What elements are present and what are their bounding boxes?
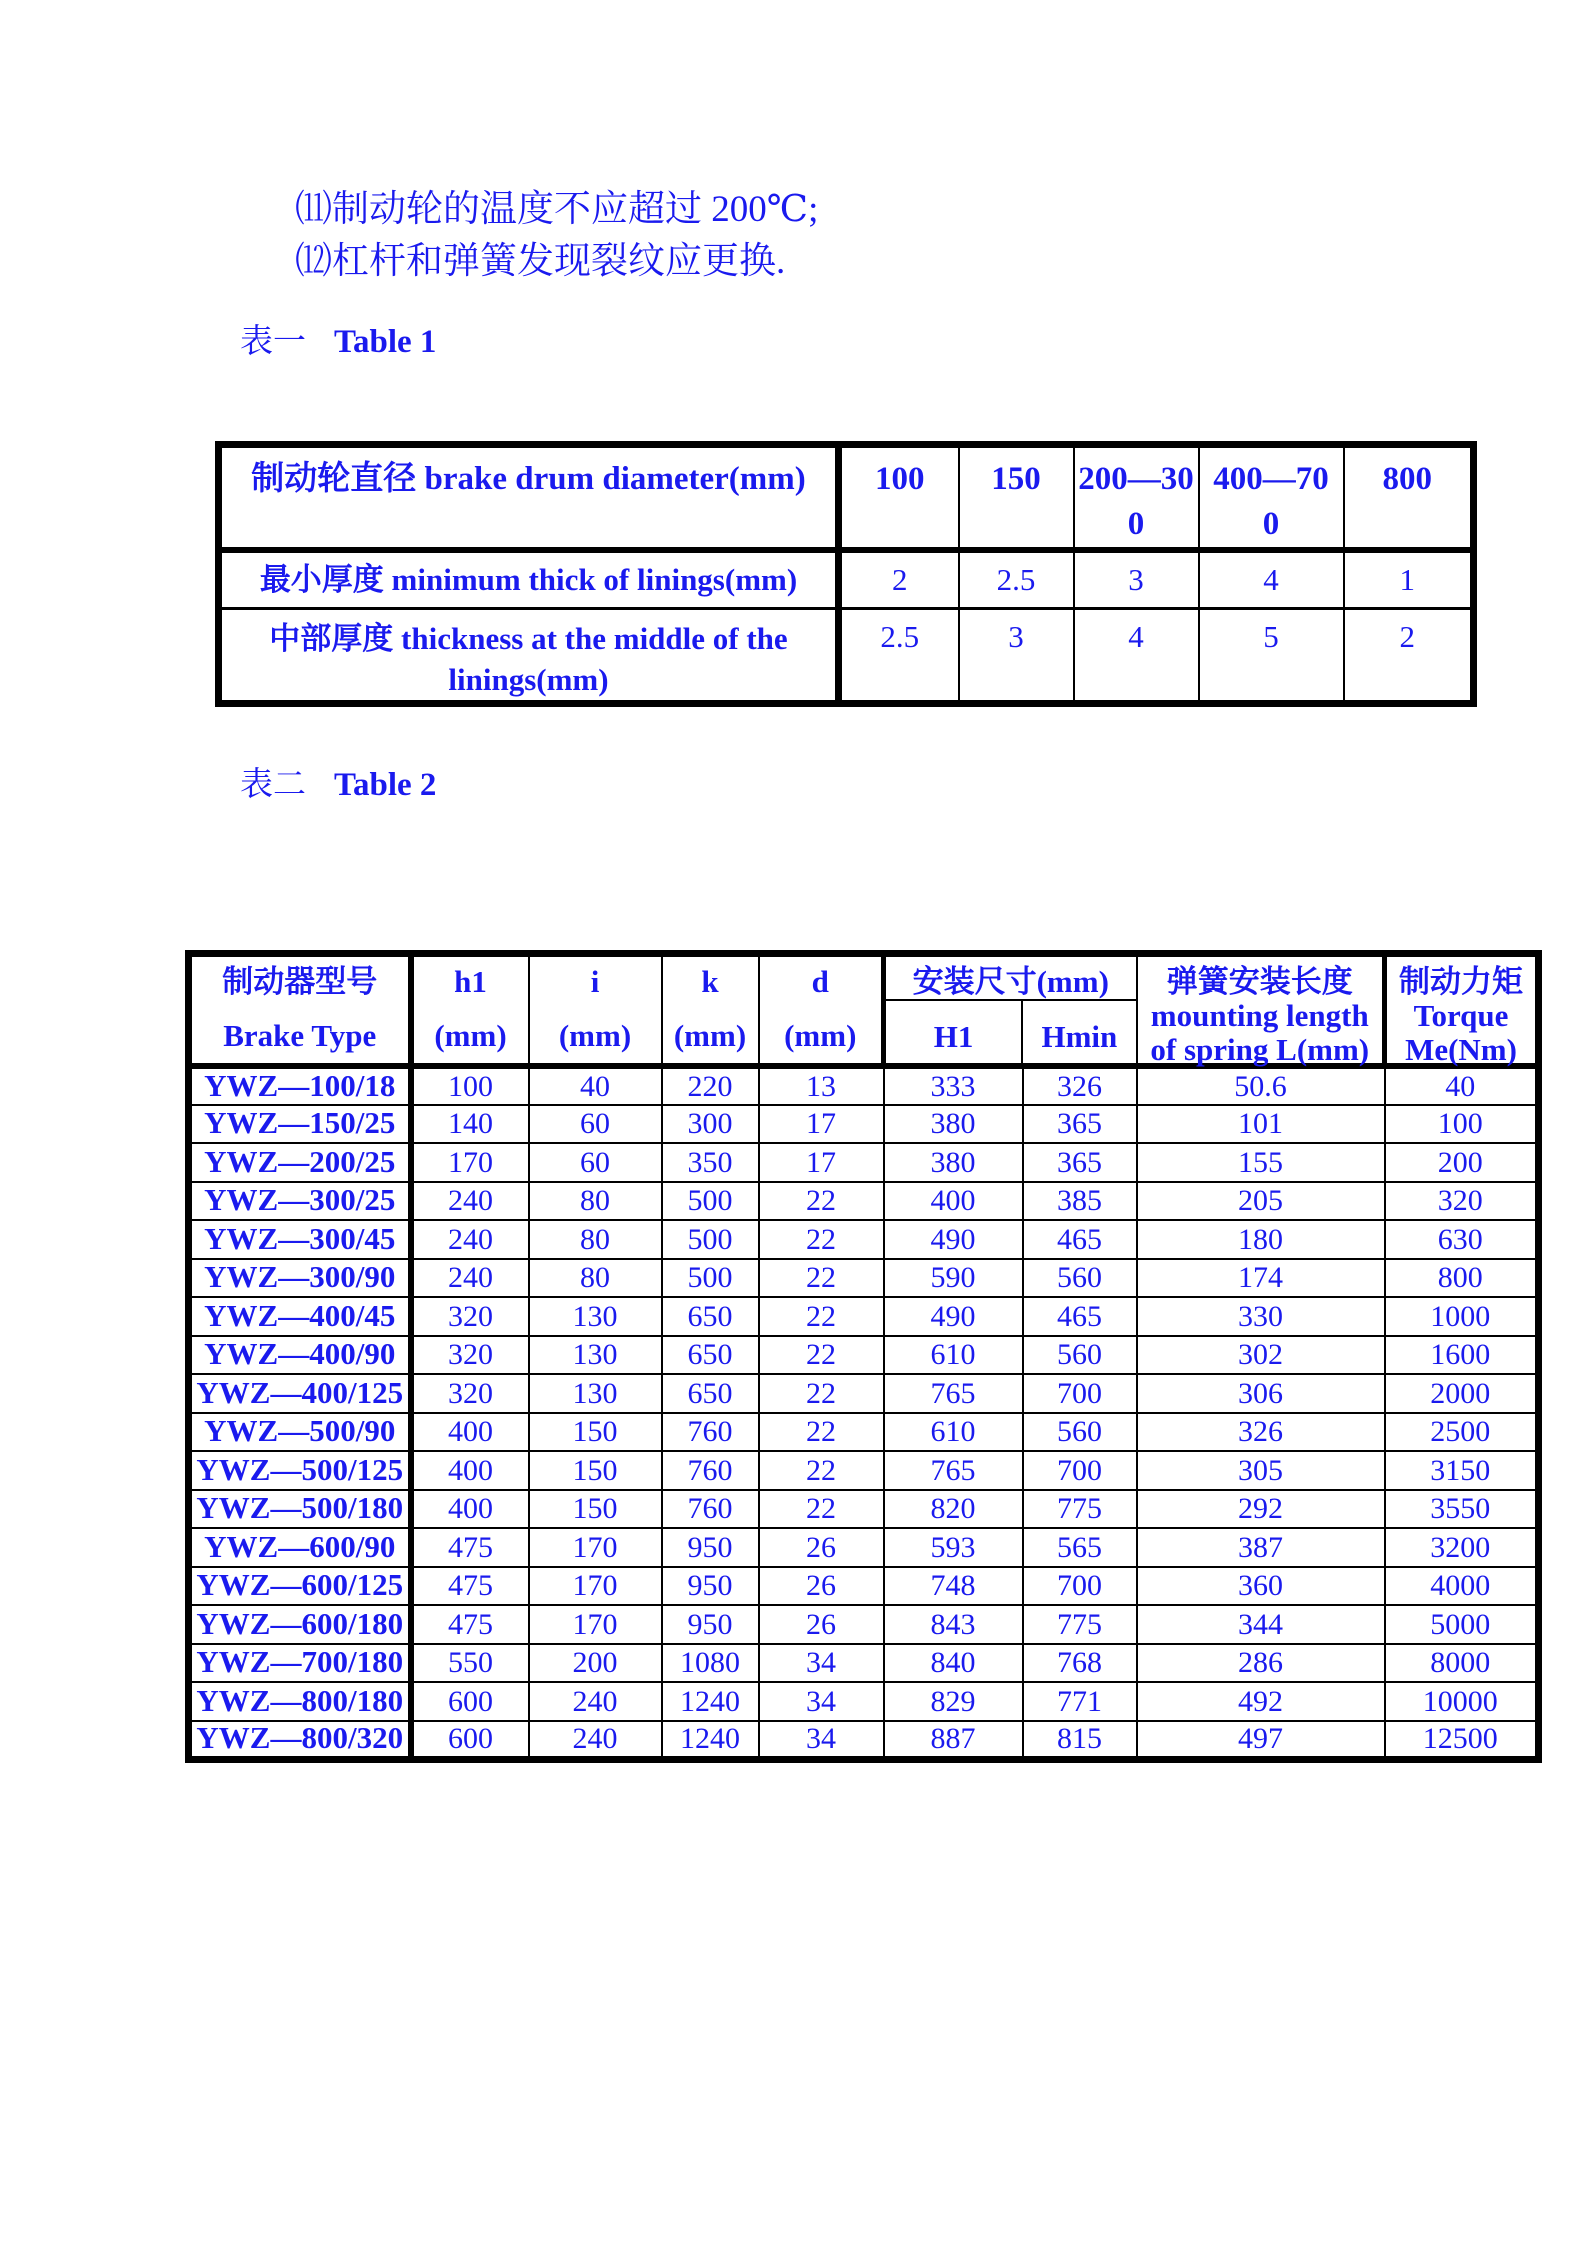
brake-type-cell: YWZ—600/180 xyxy=(189,1605,411,1644)
value-cell: 17 xyxy=(759,1143,884,1182)
value-cell: 100 xyxy=(411,1066,529,1105)
brake-type-cell: YWZ—400/90 xyxy=(189,1336,411,1375)
value-cell: 130 xyxy=(529,1374,662,1413)
value-cell: 380 xyxy=(884,1105,1023,1144)
table1 xyxy=(215,441,1477,707)
value-cell: 2.5 xyxy=(959,550,1074,608)
value-cell: 22 xyxy=(759,1259,884,1298)
brake-type-cell: YWZ—600/125 xyxy=(189,1567,411,1606)
value-cell: 365 xyxy=(1023,1105,1137,1144)
value-cell: 40 xyxy=(1385,1066,1539,1105)
value-cell: 8000 xyxy=(1385,1644,1539,1683)
value-cell: 240 xyxy=(529,1721,662,1760)
value-cell: 400 xyxy=(411,1413,529,1452)
table1-caption-zh: 表一 xyxy=(240,324,306,360)
value-cell: 1240 xyxy=(662,1682,759,1721)
table2-header-k: k (mm) xyxy=(662,954,759,1067)
note-line-12: ⑿杠杆和弹簧发现裂纹应更换. xyxy=(295,241,786,282)
value-cell: 150 xyxy=(529,1490,662,1529)
value-cell: 286 xyxy=(1137,1644,1385,1683)
value-cell: 465 xyxy=(1023,1297,1137,1336)
value-cell: 130 xyxy=(529,1336,662,1375)
value-cell: 387 xyxy=(1137,1528,1385,1567)
value-cell: 820 xyxy=(884,1490,1023,1529)
value-cell: 150 xyxy=(529,1413,662,1452)
value-cell: 5 xyxy=(1199,608,1344,703)
value-cell: 17 xyxy=(759,1105,884,1144)
brake-type-cell: YWZ—700/180 xyxy=(189,1644,411,1683)
value-cell: 2 xyxy=(839,550,959,608)
value-cell: 1 xyxy=(1344,550,1474,608)
table2-header-h1: h1 (mm) xyxy=(411,954,529,1067)
brake-type-cell: YWZ—800/320 xyxy=(189,1721,411,1760)
value-cell: 600 xyxy=(411,1682,529,1721)
table2-header-Hmin: Hmin xyxy=(1041,1019,1118,1054)
table2-header-brake-type: 制动器型号 Brake Type xyxy=(189,954,411,1067)
table1-caption xyxy=(240,315,436,362)
value-cell: 240 xyxy=(411,1182,529,1221)
value-cell: 760 xyxy=(662,1413,759,1452)
table2-header-row xyxy=(189,954,1539,1067)
value-cell: 650 xyxy=(662,1336,759,1375)
table2-row xyxy=(189,1182,1539,1221)
value-cell: 200 xyxy=(1385,1143,1539,1182)
value-cell: 630 xyxy=(1385,1220,1539,1259)
value-cell: 80 xyxy=(529,1182,662,1221)
table2-row xyxy=(189,1105,1539,1144)
table2-row xyxy=(189,1143,1539,1182)
brake-type-cell: YWZ—600/90 xyxy=(189,1528,411,1567)
value-cell: 475 xyxy=(411,1567,529,1606)
value-cell: 80 xyxy=(529,1259,662,1298)
value-cell: 610 xyxy=(884,1336,1023,1375)
value-cell: 748 xyxy=(884,1567,1023,1606)
value-cell: 497 xyxy=(1137,1721,1385,1760)
table1-row-middle-thickness xyxy=(219,608,1474,703)
value-cell: 765 xyxy=(884,1451,1023,1490)
table2-row xyxy=(189,1605,1539,1644)
value-cell: 950 xyxy=(662,1605,759,1644)
value-cell: 380 xyxy=(884,1143,1023,1182)
value-cell: 302 xyxy=(1137,1336,1385,1375)
value-cell: 887 xyxy=(884,1721,1023,1760)
value-cell: 560 xyxy=(1023,1413,1137,1452)
value-cell: 170 xyxy=(411,1143,529,1182)
value-cell: 800 xyxy=(1385,1259,1539,1298)
value-cell: 22 xyxy=(759,1297,884,1336)
value-cell: 22 xyxy=(759,1413,884,1452)
value-cell: 130 xyxy=(529,1297,662,1336)
value-cell: 400 xyxy=(884,1182,1023,1221)
value-cell: 326 xyxy=(1137,1413,1385,1452)
value-cell: 365 xyxy=(1023,1143,1137,1182)
table2-body xyxy=(189,1066,1539,1759)
table2-row xyxy=(189,1567,1539,1606)
value-cell: 40 xyxy=(529,1066,662,1105)
table2-row xyxy=(189,1682,1539,1721)
value-cell: 565 xyxy=(1023,1528,1137,1567)
value-cell: 475 xyxy=(411,1528,529,1567)
table1-row-label: 中部厚度 thickness at the middle of the linings(mm) xyxy=(219,608,839,703)
value-cell: 34 xyxy=(759,1682,884,1721)
table2-header-i: i (mm) xyxy=(529,954,662,1067)
table2-row xyxy=(189,1451,1539,1490)
table1-row-minimum-thickness xyxy=(219,550,1474,608)
value-cell: 26 xyxy=(759,1605,884,1644)
value-cell: 760 xyxy=(662,1451,759,1490)
value-cell: 492 xyxy=(1137,1682,1385,1721)
value-cell: 700 xyxy=(1023,1451,1137,1490)
table2-row xyxy=(189,1297,1539,1336)
value-cell: 3 xyxy=(1074,550,1199,608)
value-cell: 360 xyxy=(1137,1567,1385,1606)
value-cell: 1240 xyxy=(662,1721,759,1760)
value-cell: 170 xyxy=(529,1567,662,1606)
table2-caption xyxy=(240,758,436,805)
value-cell: 22 xyxy=(759,1451,884,1490)
brake-type-cell: YWZ—300/90 xyxy=(189,1259,411,1298)
value-cell: 13 xyxy=(759,1066,884,1105)
table2-row xyxy=(189,1220,1539,1259)
table2-header-spring-length: 弹簧安装长度 mounting length of spring L(mm) xyxy=(1137,954,1385,1067)
table2 xyxy=(185,950,1542,1763)
value-cell: 344 xyxy=(1137,1605,1385,1644)
value-cell: 500 xyxy=(662,1220,759,1259)
table2-row xyxy=(189,1528,1539,1567)
value-cell: 700 xyxy=(1023,1374,1137,1413)
table2-caption-en: Table 2 xyxy=(334,767,437,803)
value-cell: 385 xyxy=(1023,1182,1137,1221)
value-cell: 300 xyxy=(662,1105,759,1144)
brake-type-cell: YWZ—150/25 xyxy=(189,1105,411,1144)
table2-caption-zh: 表二 xyxy=(240,767,306,803)
value-cell: 80 xyxy=(529,1220,662,1259)
value-cell: 815 xyxy=(1023,1721,1137,1760)
value-cell: 26 xyxy=(759,1567,884,1606)
value-cell: 60 xyxy=(529,1105,662,1144)
value-cell: 205 xyxy=(1137,1182,1385,1221)
value-cell: 768 xyxy=(1023,1644,1137,1683)
value-cell: 34 xyxy=(759,1644,884,1683)
value-cell: 150 xyxy=(529,1451,662,1490)
value-cell: 3200 xyxy=(1385,1528,1539,1567)
value-cell: 155 xyxy=(1137,1143,1385,1182)
value-cell: 60 xyxy=(529,1143,662,1182)
value-cell: 3 xyxy=(959,608,1074,703)
value-cell: 400 xyxy=(411,1451,529,1490)
brake-type-cell: YWZ—300/45 xyxy=(189,1220,411,1259)
value-cell: 4000 xyxy=(1385,1567,1539,1606)
brake-type-cell: YWZ—100/18 xyxy=(189,1066,411,1105)
value-cell: 292 xyxy=(1137,1490,1385,1529)
value-cell: 174 xyxy=(1137,1259,1385,1298)
table1-header-col-100: 100 xyxy=(839,445,959,551)
maintenance-notes xyxy=(295,184,818,288)
mounting-size-group-label: 安装尺寸(mm) xyxy=(886,957,1136,1001)
value-cell: 775 xyxy=(1023,1490,1137,1529)
value-cell: 4 xyxy=(1074,608,1199,703)
value-cell: 2.5 xyxy=(839,608,959,703)
table1-header-col-200-300: 200—30 0 xyxy=(1074,445,1199,551)
value-cell: 1000 xyxy=(1385,1297,1539,1336)
value-cell: 775 xyxy=(1023,1605,1137,1644)
value-cell: 320 xyxy=(411,1297,529,1336)
value-cell: 550 xyxy=(411,1644,529,1683)
value-cell: 2500 xyxy=(1385,1413,1539,1452)
table2-row xyxy=(189,1413,1539,1452)
value-cell: 475 xyxy=(411,1605,529,1644)
value-cell: 400 xyxy=(411,1490,529,1529)
value-cell: 140 xyxy=(411,1105,529,1144)
brake-type-cell: YWZ—500/180 xyxy=(189,1490,411,1529)
table1-header-col-400-700: 400—70 0 xyxy=(1199,445,1344,551)
value-cell: 240 xyxy=(529,1682,662,1721)
brake-type-cell: YWZ—400/45 xyxy=(189,1297,411,1336)
value-cell: 4 xyxy=(1199,550,1344,608)
value-cell: 843 xyxy=(884,1605,1023,1644)
value-cell: 840 xyxy=(884,1644,1023,1683)
value-cell: 2 xyxy=(1344,608,1474,703)
table2-header-mounting-size-group xyxy=(884,954,1137,1067)
value-cell: 465 xyxy=(1023,1220,1137,1259)
value-cell: 5000 xyxy=(1385,1605,1539,1644)
value-cell: 22 xyxy=(759,1490,884,1529)
value-cell: 490 xyxy=(884,1220,1023,1259)
table1-header-col-800: 800 xyxy=(1344,445,1474,551)
value-cell: 600 xyxy=(411,1721,529,1760)
value-cell: 220 xyxy=(662,1066,759,1105)
value-cell: 10000 xyxy=(1385,1682,1539,1721)
table2-header-torque: 制动力矩 Torque Me(Nm) xyxy=(1385,954,1539,1067)
value-cell: 771 xyxy=(1023,1682,1137,1721)
value-cell: 320 xyxy=(411,1336,529,1375)
value-cell: 1600 xyxy=(1385,1336,1539,1375)
value-cell: 305 xyxy=(1137,1451,1385,1490)
value-cell: 3550 xyxy=(1385,1490,1539,1529)
value-cell: 490 xyxy=(884,1297,1023,1336)
value-cell: 306 xyxy=(1137,1374,1385,1413)
value-cell: 350 xyxy=(662,1143,759,1182)
value-cell: 700 xyxy=(1023,1567,1137,1606)
value-cell: 22 xyxy=(759,1374,884,1413)
table1-header-row xyxy=(219,445,1474,551)
table2-row xyxy=(189,1644,1539,1683)
value-cell: 2000 xyxy=(1385,1374,1539,1413)
brake-type-cell: YWZ—200/25 xyxy=(189,1143,411,1182)
value-cell: 326 xyxy=(1023,1066,1137,1105)
value-cell: 180 xyxy=(1137,1220,1385,1259)
brake-type-cell: YWZ—800/180 xyxy=(189,1682,411,1721)
table1-row-label: 最小厚度 minimum thick of linings(mm) xyxy=(219,550,839,608)
value-cell: 240 xyxy=(411,1259,529,1298)
value-cell: 320 xyxy=(411,1374,529,1413)
value-cell: 22 xyxy=(759,1220,884,1259)
value-cell: 950 xyxy=(662,1528,759,1567)
note-line-11: ⑾制动轮的温度不应超过 200℃; xyxy=(295,189,819,230)
table2-row xyxy=(189,1066,1539,1105)
value-cell: 170 xyxy=(529,1605,662,1644)
value-cell: 593 xyxy=(884,1528,1023,1567)
value-cell: 650 xyxy=(662,1297,759,1336)
table2-row xyxy=(189,1490,1539,1529)
value-cell: 12500 xyxy=(1385,1721,1539,1760)
table2-header-d: d (mm) xyxy=(759,954,884,1067)
value-cell: 650 xyxy=(662,1374,759,1413)
value-cell: 320 xyxy=(1385,1182,1539,1221)
value-cell: 22 xyxy=(759,1182,884,1221)
value-cell: 829 xyxy=(884,1682,1023,1721)
value-cell: 560 xyxy=(1023,1336,1137,1375)
value-cell: 333 xyxy=(884,1066,1023,1105)
value-cell: 1080 xyxy=(662,1644,759,1683)
table2-row xyxy=(189,1721,1539,1760)
brake-type-cell: YWZ—300/25 xyxy=(189,1182,411,1221)
value-cell: 760 xyxy=(662,1490,759,1529)
value-cell: 240 xyxy=(411,1220,529,1259)
table1-caption-en: Table 1 xyxy=(334,324,437,360)
value-cell: 560 xyxy=(1023,1259,1137,1298)
value-cell: 500 xyxy=(662,1259,759,1298)
value-cell: 170 xyxy=(529,1528,662,1567)
brake-type-cell: YWZ—400/125 xyxy=(189,1374,411,1413)
table1-header-label: 制动轮直径 brake drum diameter(mm) xyxy=(219,445,839,551)
value-cell: 34 xyxy=(759,1721,884,1760)
value-cell: 500 xyxy=(662,1182,759,1221)
value-cell: 22 xyxy=(759,1336,884,1375)
table1-header-col-150: 150 xyxy=(959,445,1074,551)
value-cell: 330 xyxy=(1137,1297,1385,1336)
value-cell: 101 xyxy=(1137,1105,1385,1144)
value-cell: 590 xyxy=(884,1259,1023,1298)
table2-header-H1: H1 xyxy=(886,1001,1023,1063)
value-cell: 100 xyxy=(1385,1105,1539,1144)
brake-type-cell: YWZ—500/90 xyxy=(189,1413,411,1452)
brake-type-cell: YWZ—500/125 xyxy=(189,1451,411,1490)
table2-row xyxy=(189,1374,1539,1413)
value-cell: 3150 xyxy=(1385,1451,1539,1490)
value-cell: 26 xyxy=(759,1528,884,1567)
value-cell: 610 xyxy=(884,1413,1023,1452)
value-cell: 50.6 xyxy=(1137,1066,1385,1105)
value-cell: 765 xyxy=(884,1374,1023,1413)
value-cell: 200 xyxy=(529,1644,662,1683)
table2-row xyxy=(189,1259,1539,1298)
table2-row xyxy=(189,1336,1539,1375)
value-cell: 950 xyxy=(662,1567,759,1606)
